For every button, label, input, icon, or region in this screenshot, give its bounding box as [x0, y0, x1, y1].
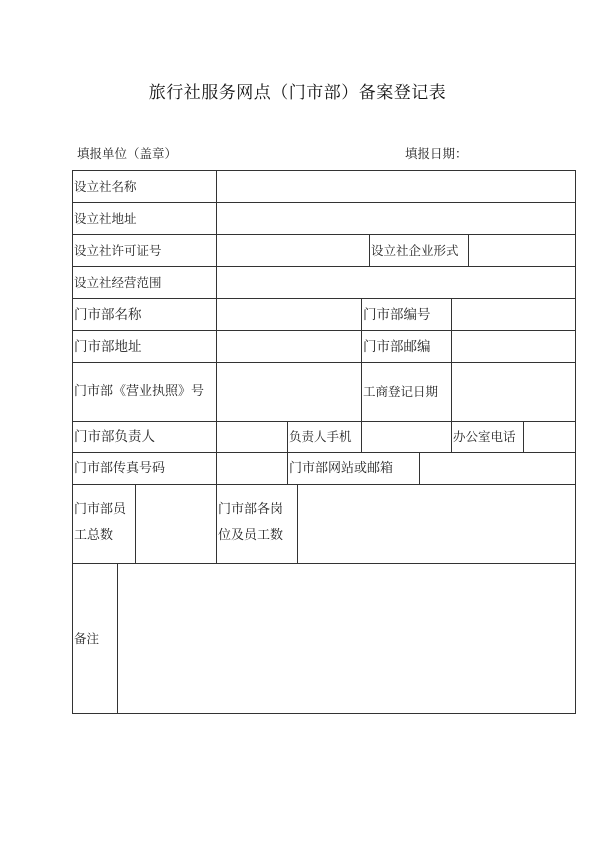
outlet-fax-label: 门市部传真号码	[74, 460, 166, 476]
outlet-website-label: 门市部网站或邮箱	[289, 460, 394, 476]
staff-positions-label	[217, 485, 297, 563]
outlet-name-label: 门市部名称	[74, 306, 142, 323]
outlet-address-label: 门市部地址	[74, 338, 142, 355]
outlet-name-field[interactable]	[217, 299, 361, 330]
agency-enterprise-form-label: 设立社企业形式	[371, 242, 459, 258]
agency-license-field[interactable]	[217, 235, 369, 266]
remarks-label: 备注	[74, 630, 100, 646]
outlet-website-field[interactable]	[420, 453, 575, 484]
outlet-postcode-label: 门市部邮编	[363, 338, 431, 355]
agency-business-scope-field[interactable]	[217, 267, 575, 298]
agency-name-label: 设立社名称	[74, 178, 137, 194]
agency-address-field[interactable]	[217, 203, 575, 234]
agency-business-scope-label: 设立社经营范围	[74, 274, 162, 290]
business-reg-date-label: 工商登记日期	[363, 384, 439, 399]
staff-total-label-line1: 门市部员	[74, 502, 127, 517]
staff-total-field[interactable]	[136, 485, 216, 563]
fill-date-label: 填报日期：	[405, 146, 468, 161]
outlet-postcode-field[interactable]	[452, 331, 575, 362]
page-title: 旅行社服务网点（门市部）备案登记表	[148, 83, 447, 103]
outlet-license-label: 门市部《营业执照》号	[74, 384, 205, 399]
staff-positions-label-line2: 位及员工数	[218, 528, 284, 543]
outlet-number-field[interactable]	[452, 299, 575, 330]
staff-total-label-line2: 工总数	[74, 528, 114, 543]
business-reg-date-field[interactable]	[452, 363, 575, 421]
staff-total-label	[73, 485, 135, 563]
staff-positions-label-line1: 门市部各岗	[218, 502, 284, 517]
manager-mobile-field[interactable]	[362, 422, 451, 452]
outlet-manager-label: 门市部负责人	[74, 429, 155, 445]
outlet-address-field[interactable]	[217, 331, 361, 362]
agency-address-label: 设立社地址	[74, 210, 137, 226]
registration-form-table	[72, 170, 576, 714]
remarks-field[interactable]	[118, 564, 575, 713]
outlet-fax-field[interactable]	[217, 453, 287, 484]
manager-mobile-label: 负责人手机	[289, 429, 352, 444]
agency-name-field[interactable]	[217, 171, 575, 202]
fill-unit-label: 填报单位（盖章）	[77, 146, 178, 161]
outlet-number-label: 门市部编号	[363, 306, 431, 323]
outlet-license-field[interactable]	[217, 363, 361, 421]
outlet-manager-field[interactable]	[217, 422, 287, 452]
agency-license-label: 设立社许可证号	[74, 242, 162, 258]
agency-enterprise-form-field[interactable]	[469, 235, 575, 266]
office-phone-label: 办公室电话	[453, 429, 516, 444]
staff-positions-field[interactable]	[298, 485, 575, 563]
office-phone-field[interactable]	[524, 422, 575, 452]
